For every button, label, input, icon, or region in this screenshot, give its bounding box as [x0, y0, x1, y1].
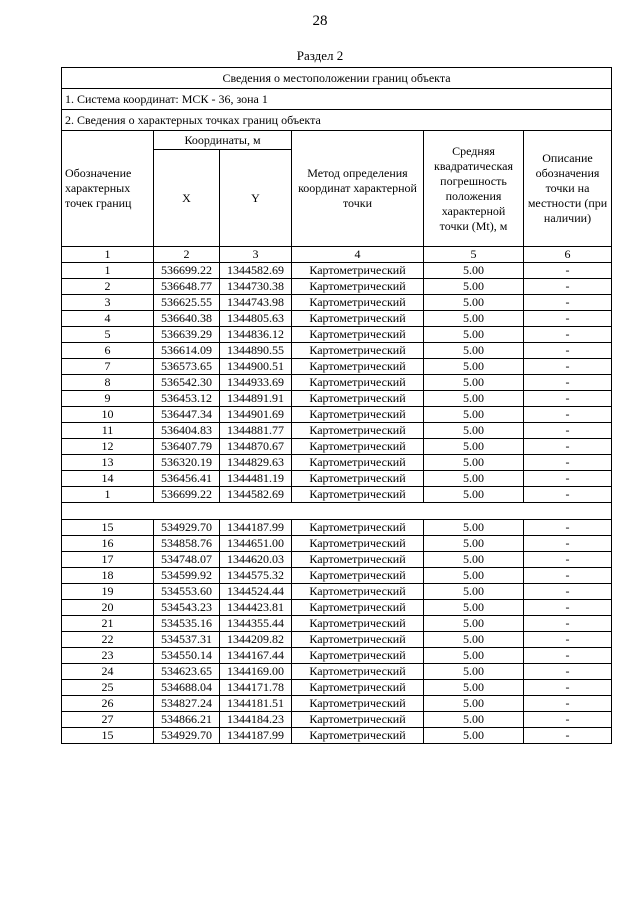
rmse-cell: 5.00: [424, 680, 524, 696]
point-number-cell: 6: [62, 343, 154, 359]
coord-y-cell: 1344805.63: [220, 311, 292, 327]
coord-x-cell: 534543.23: [154, 600, 220, 616]
coord-y-cell: 1344169.00: [220, 664, 292, 680]
rmse-cell: 5.00: [424, 696, 524, 712]
table-row: [62, 728, 612, 744]
point-number-cell: 16: [62, 536, 154, 552]
coord-x-cell: 536404.83: [154, 423, 220, 439]
coord-x-cell: 536699.22: [154, 263, 220, 279]
rmse-cell: 5.00: [424, 343, 524, 359]
coord-y-cell: 1344209.82: [220, 632, 292, 648]
coord-x-cell: 534550.14: [154, 648, 220, 664]
table-title: Сведения о местоположении границ объекта: [62, 68, 612, 89]
method-cell: Картометрический: [292, 311, 424, 327]
rmse-cell: 5.00: [424, 632, 524, 648]
rmse-cell: 5.00: [424, 327, 524, 343]
description-cell: -: [524, 520, 612, 536]
page-number: 28: [312, 13, 328, 29]
coord-y-cell: 1344187.99: [220, 520, 292, 536]
table-row: [62, 584, 612, 600]
coord-y-cell: 1344167.44: [220, 648, 292, 664]
method-cell: Картометрический: [292, 520, 424, 536]
point-number-cell: 26: [62, 696, 154, 712]
point-number-cell: 1: [62, 263, 154, 279]
point-number-cell: 9: [62, 391, 154, 407]
rmse-cell: 5.00: [424, 455, 524, 471]
coord-y-cell: 1344900.51: [220, 359, 292, 375]
table-row: [62, 359, 612, 375]
method-cell: Картометрический: [292, 600, 424, 616]
header-x: X: [154, 150, 220, 247]
coord-x-cell: 536407.79: [154, 439, 220, 455]
description-cell: -: [524, 375, 612, 391]
description-cell: -: [524, 279, 612, 295]
table-row: [62, 680, 612, 696]
table-row: [62, 568, 612, 584]
description-cell: -: [524, 712, 612, 728]
method-cell: Картометрический: [292, 680, 424, 696]
table-row: [62, 311, 612, 327]
table-row: [62, 520, 612, 536]
table-row: [62, 343, 612, 359]
rmse-cell: 5.00: [424, 487, 524, 503]
rmse-cell: 5.00: [424, 552, 524, 568]
coord-x-cell: 536573.65: [154, 359, 220, 375]
description-cell: -: [524, 728, 612, 744]
header-rmse: Средняя квадратическая погрешность положения характерной точки (Mt), м: [424, 131, 524, 247]
coord-x-cell: 534929.70: [154, 728, 220, 744]
rmse-cell: 5.00: [424, 391, 524, 407]
description-cell: -: [524, 391, 612, 407]
coord-x-cell: 534537.31: [154, 632, 220, 648]
description-cell: -: [524, 487, 612, 503]
method-cell: Картометрический: [292, 391, 424, 407]
rmse-cell: 5.00: [424, 584, 524, 600]
rmse-cell: 5.00: [424, 295, 524, 311]
method-cell: Картометрический: [292, 632, 424, 648]
rmse-cell: 5.00: [424, 471, 524, 487]
table-row: [62, 327, 612, 343]
rmse-cell: 5.00: [424, 375, 524, 391]
coord-y-cell: 1344355.44: [220, 616, 292, 632]
coord-x-cell: 536447.34: [154, 407, 220, 423]
header-point-designation: Обозначение характерных точек границ: [62, 131, 154, 247]
point-number-cell: 12: [62, 439, 154, 455]
point-number-cell: 8: [62, 375, 154, 391]
point-number-cell: 22: [62, 632, 154, 648]
coord-x-cell: 534858.76: [154, 536, 220, 552]
coord-y-cell: 1344423.81: [220, 600, 292, 616]
method-cell: Картометрический: [292, 536, 424, 552]
method-cell: Картометрический: [292, 648, 424, 664]
method-cell: Картометрический: [292, 552, 424, 568]
column-number: 6: [524, 247, 612, 263]
point-number-cell: 7: [62, 359, 154, 375]
description-cell: -: [524, 423, 612, 439]
coord-x-cell: 536640.38: [154, 311, 220, 327]
coord-y-cell: 1344933.69: [220, 375, 292, 391]
header-method: Метод определения координат характерной точки: [292, 131, 424, 247]
point-number-cell: 4: [62, 311, 154, 327]
rmse-cell: 5.00: [424, 423, 524, 439]
rmse-cell: 5.00: [424, 263, 524, 279]
description-cell: -: [524, 359, 612, 375]
method-cell: Картометрический: [292, 375, 424, 391]
rmse-cell: 5.00: [424, 439, 524, 455]
method-cell: Картометрический: [292, 664, 424, 680]
description-cell: -: [524, 439, 612, 455]
coord-x-cell: 534553.60: [154, 584, 220, 600]
coord-x-cell: 536614.09: [154, 343, 220, 359]
table-row: [62, 263, 612, 279]
method-cell: Картометрический: [292, 407, 424, 423]
point-number-cell: 1: [62, 487, 154, 503]
points-heading: 2. Сведения о характерных точках границ объекта: [62, 110, 612, 131]
column-number: 1: [62, 247, 154, 263]
method-cell: Картометрический: [292, 455, 424, 471]
method-cell: Картометрический: [292, 439, 424, 455]
table-row: [62, 407, 612, 423]
point-number-cell: 10: [62, 407, 154, 423]
coord-y-cell: 1344582.69: [220, 487, 292, 503]
coord-y-cell: 1344575.32: [220, 568, 292, 584]
coord-x-cell: 536625.55: [154, 295, 220, 311]
coord-x-cell: 536453.12: [154, 391, 220, 407]
coord-y-cell: 1344743.98: [220, 295, 292, 311]
coord-system-row: [62, 89, 612, 110]
method-cell: Картометрический: [292, 343, 424, 359]
table-row: [62, 696, 612, 712]
description-cell: -: [524, 295, 612, 311]
boundary-points-table: [61, 67, 612, 744]
method-cell: Картометрический: [292, 712, 424, 728]
table-row: [62, 455, 612, 471]
method-cell: Картометрический: [292, 471, 424, 487]
point-number-cell: 5: [62, 327, 154, 343]
table-row: [62, 536, 612, 552]
method-cell: Картометрический: [292, 616, 424, 632]
coord-x-cell: 536320.19: [154, 455, 220, 471]
table-row: [62, 487, 612, 503]
method-cell: Картометрический: [292, 696, 424, 712]
table-row: [62, 712, 612, 728]
table-row: [62, 600, 612, 616]
rmse-cell: 5.00: [424, 536, 524, 552]
description-cell: -: [524, 455, 612, 471]
rmse-cell: 5.00: [424, 359, 524, 375]
rmse-cell: 5.00: [424, 407, 524, 423]
description-cell: -: [524, 568, 612, 584]
table-row: [62, 423, 612, 439]
method-cell: Картометрический: [292, 279, 424, 295]
table-row: [62, 295, 612, 311]
table-row: [62, 375, 612, 391]
column-number: 4: [292, 247, 424, 263]
column-number: 3: [220, 247, 292, 263]
rmse-cell: 5.00: [424, 712, 524, 728]
rmse-cell: 5.00: [424, 600, 524, 616]
description-cell: -: [524, 327, 612, 343]
coord-x-cell: 534623.65: [154, 664, 220, 680]
description-cell: -: [524, 584, 612, 600]
table-row: [62, 664, 612, 680]
point-number-cell: 15: [62, 728, 154, 744]
method-cell: Картометрический: [292, 327, 424, 343]
coord-x-cell: 534688.04: [154, 680, 220, 696]
point-number-cell: 11: [62, 423, 154, 439]
column-number: 5: [424, 247, 524, 263]
coord-x-cell: 536699.22: [154, 487, 220, 503]
coord-y-cell: 1344481.19: [220, 471, 292, 487]
coord-y-cell: 1344836.12: [220, 327, 292, 343]
method-cell: Картометрический: [292, 359, 424, 375]
description-cell: -: [524, 616, 612, 632]
point-number-cell: 20: [62, 600, 154, 616]
coord-y-cell: 1344881.77: [220, 423, 292, 439]
method-cell: Картометрический: [292, 263, 424, 279]
point-number-cell: 24: [62, 664, 154, 680]
table-row: [62, 616, 612, 632]
separator-cell: [62, 503, 612, 520]
method-cell: Картометрический: [292, 728, 424, 744]
table-row: [62, 471, 612, 487]
point-number-cell: 2: [62, 279, 154, 295]
description-cell: -: [524, 471, 612, 487]
coord-system: 1. Система координат: МСК - 36, зона 1: [62, 89, 612, 110]
coord-y-cell: 1344730.38: [220, 279, 292, 295]
table-row: [62, 279, 612, 295]
column-numbers-row: [62, 247, 612, 263]
coord-x-cell: 534748.07: [154, 552, 220, 568]
coord-y-cell: 1344184.23: [220, 712, 292, 728]
point-number-cell: 25: [62, 680, 154, 696]
method-cell: Картометрический: [292, 584, 424, 600]
coord-x-cell: 534599.92: [154, 568, 220, 584]
rmse-cell: 5.00: [424, 520, 524, 536]
coord-y-cell: 1344620.03: [220, 552, 292, 568]
description-cell: -: [524, 343, 612, 359]
header-description: Описание обозначения точки на местности (при наличии): [524, 131, 612, 247]
coord-y-cell: 1344829.63: [220, 455, 292, 471]
header-y: Y: [220, 150, 292, 247]
separator-row: [62, 503, 612, 520]
point-number-cell: 17: [62, 552, 154, 568]
method-cell: Картометрический: [292, 487, 424, 503]
coord-y-cell: 1344890.55: [220, 343, 292, 359]
point-number-cell: 21: [62, 616, 154, 632]
rmse-cell: 5.00: [424, 648, 524, 664]
coord-y-cell: 1344582.69: [220, 263, 292, 279]
point-number-cell: 18: [62, 568, 154, 584]
coord-x-cell: 536542.30: [154, 375, 220, 391]
description-cell: -: [524, 648, 612, 664]
description-cell: -: [524, 536, 612, 552]
column-number: 2: [154, 247, 220, 263]
coord-x-cell: 534827.24: [154, 696, 220, 712]
coord-x-cell: 534535.16: [154, 616, 220, 632]
description-cell: -: [524, 696, 612, 712]
coord-y-cell: 1344891.91: [220, 391, 292, 407]
method-cell: Картометрический: [292, 295, 424, 311]
header-coordinates: Координаты, м: [154, 131, 292, 150]
point-number-cell: 15: [62, 520, 154, 536]
table-title-row: [62, 68, 612, 89]
coord-x-cell: 536456.41: [154, 471, 220, 487]
point-number-cell: 14: [62, 471, 154, 487]
coord-x-cell: 534929.70: [154, 520, 220, 536]
description-cell: -: [524, 311, 612, 327]
coord-y-cell: 1344870.67: [220, 439, 292, 455]
method-cell: Картометрический: [292, 423, 424, 439]
table-row: [62, 552, 612, 568]
point-number-cell: 27: [62, 712, 154, 728]
rmse-cell: 5.00: [424, 664, 524, 680]
method-cell: Картометрический: [292, 568, 424, 584]
coord-x-cell: 536639.29: [154, 327, 220, 343]
table-row: [62, 391, 612, 407]
point-number-cell: 19: [62, 584, 154, 600]
table-row: [62, 632, 612, 648]
description-cell: -: [524, 407, 612, 423]
points-heading-row: [62, 110, 612, 131]
coord-y-cell: 1344524.44: [220, 584, 292, 600]
rmse-cell: 5.00: [424, 728, 524, 744]
rmse-cell: 5.00: [424, 568, 524, 584]
rmse-cell: 5.00: [424, 279, 524, 295]
point-number-cell: 13: [62, 455, 154, 471]
description-cell: -: [524, 263, 612, 279]
description-cell: -: [524, 664, 612, 680]
rmse-cell: 5.00: [424, 311, 524, 327]
coord-y-cell: 1344181.51: [220, 696, 292, 712]
description-cell: -: [524, 632, 612, 648]
coord-y-cell: 1344901.69: [220, 407, 292, 423]
description-cell: -: [524, 680, 612, 696]
rmse-cell: 5.00: [424, 616, 524, 632]
header-row-1: [62, 131, 612, 150]
coord-x-cell: 534866.21: [154, 712, 220, 728]
coord-x-cell: 536648.77: [154, 279, 220, 295]
table-row: [62, 648, 612, 664]
point-number-cell: 23: [62, 648, 154, 664]
description-cell: -: [524, 600, 612, 616]
section-title: Раздел 2: [296, 48, 344, 63]
coord-y-cell: 1344187.99: [220, 728, 292, 744]
table-row: [62, 439, 612, 455]
point-number-cell: 3: [62, 295, 154, 311]
description-cell: -: [524, 552, 612, 568]
coord-y-cell: 1344171.78: [220, 680, 292, 696]
coord-y-cell: 1344651.00: [220, 536, 292, 552]
